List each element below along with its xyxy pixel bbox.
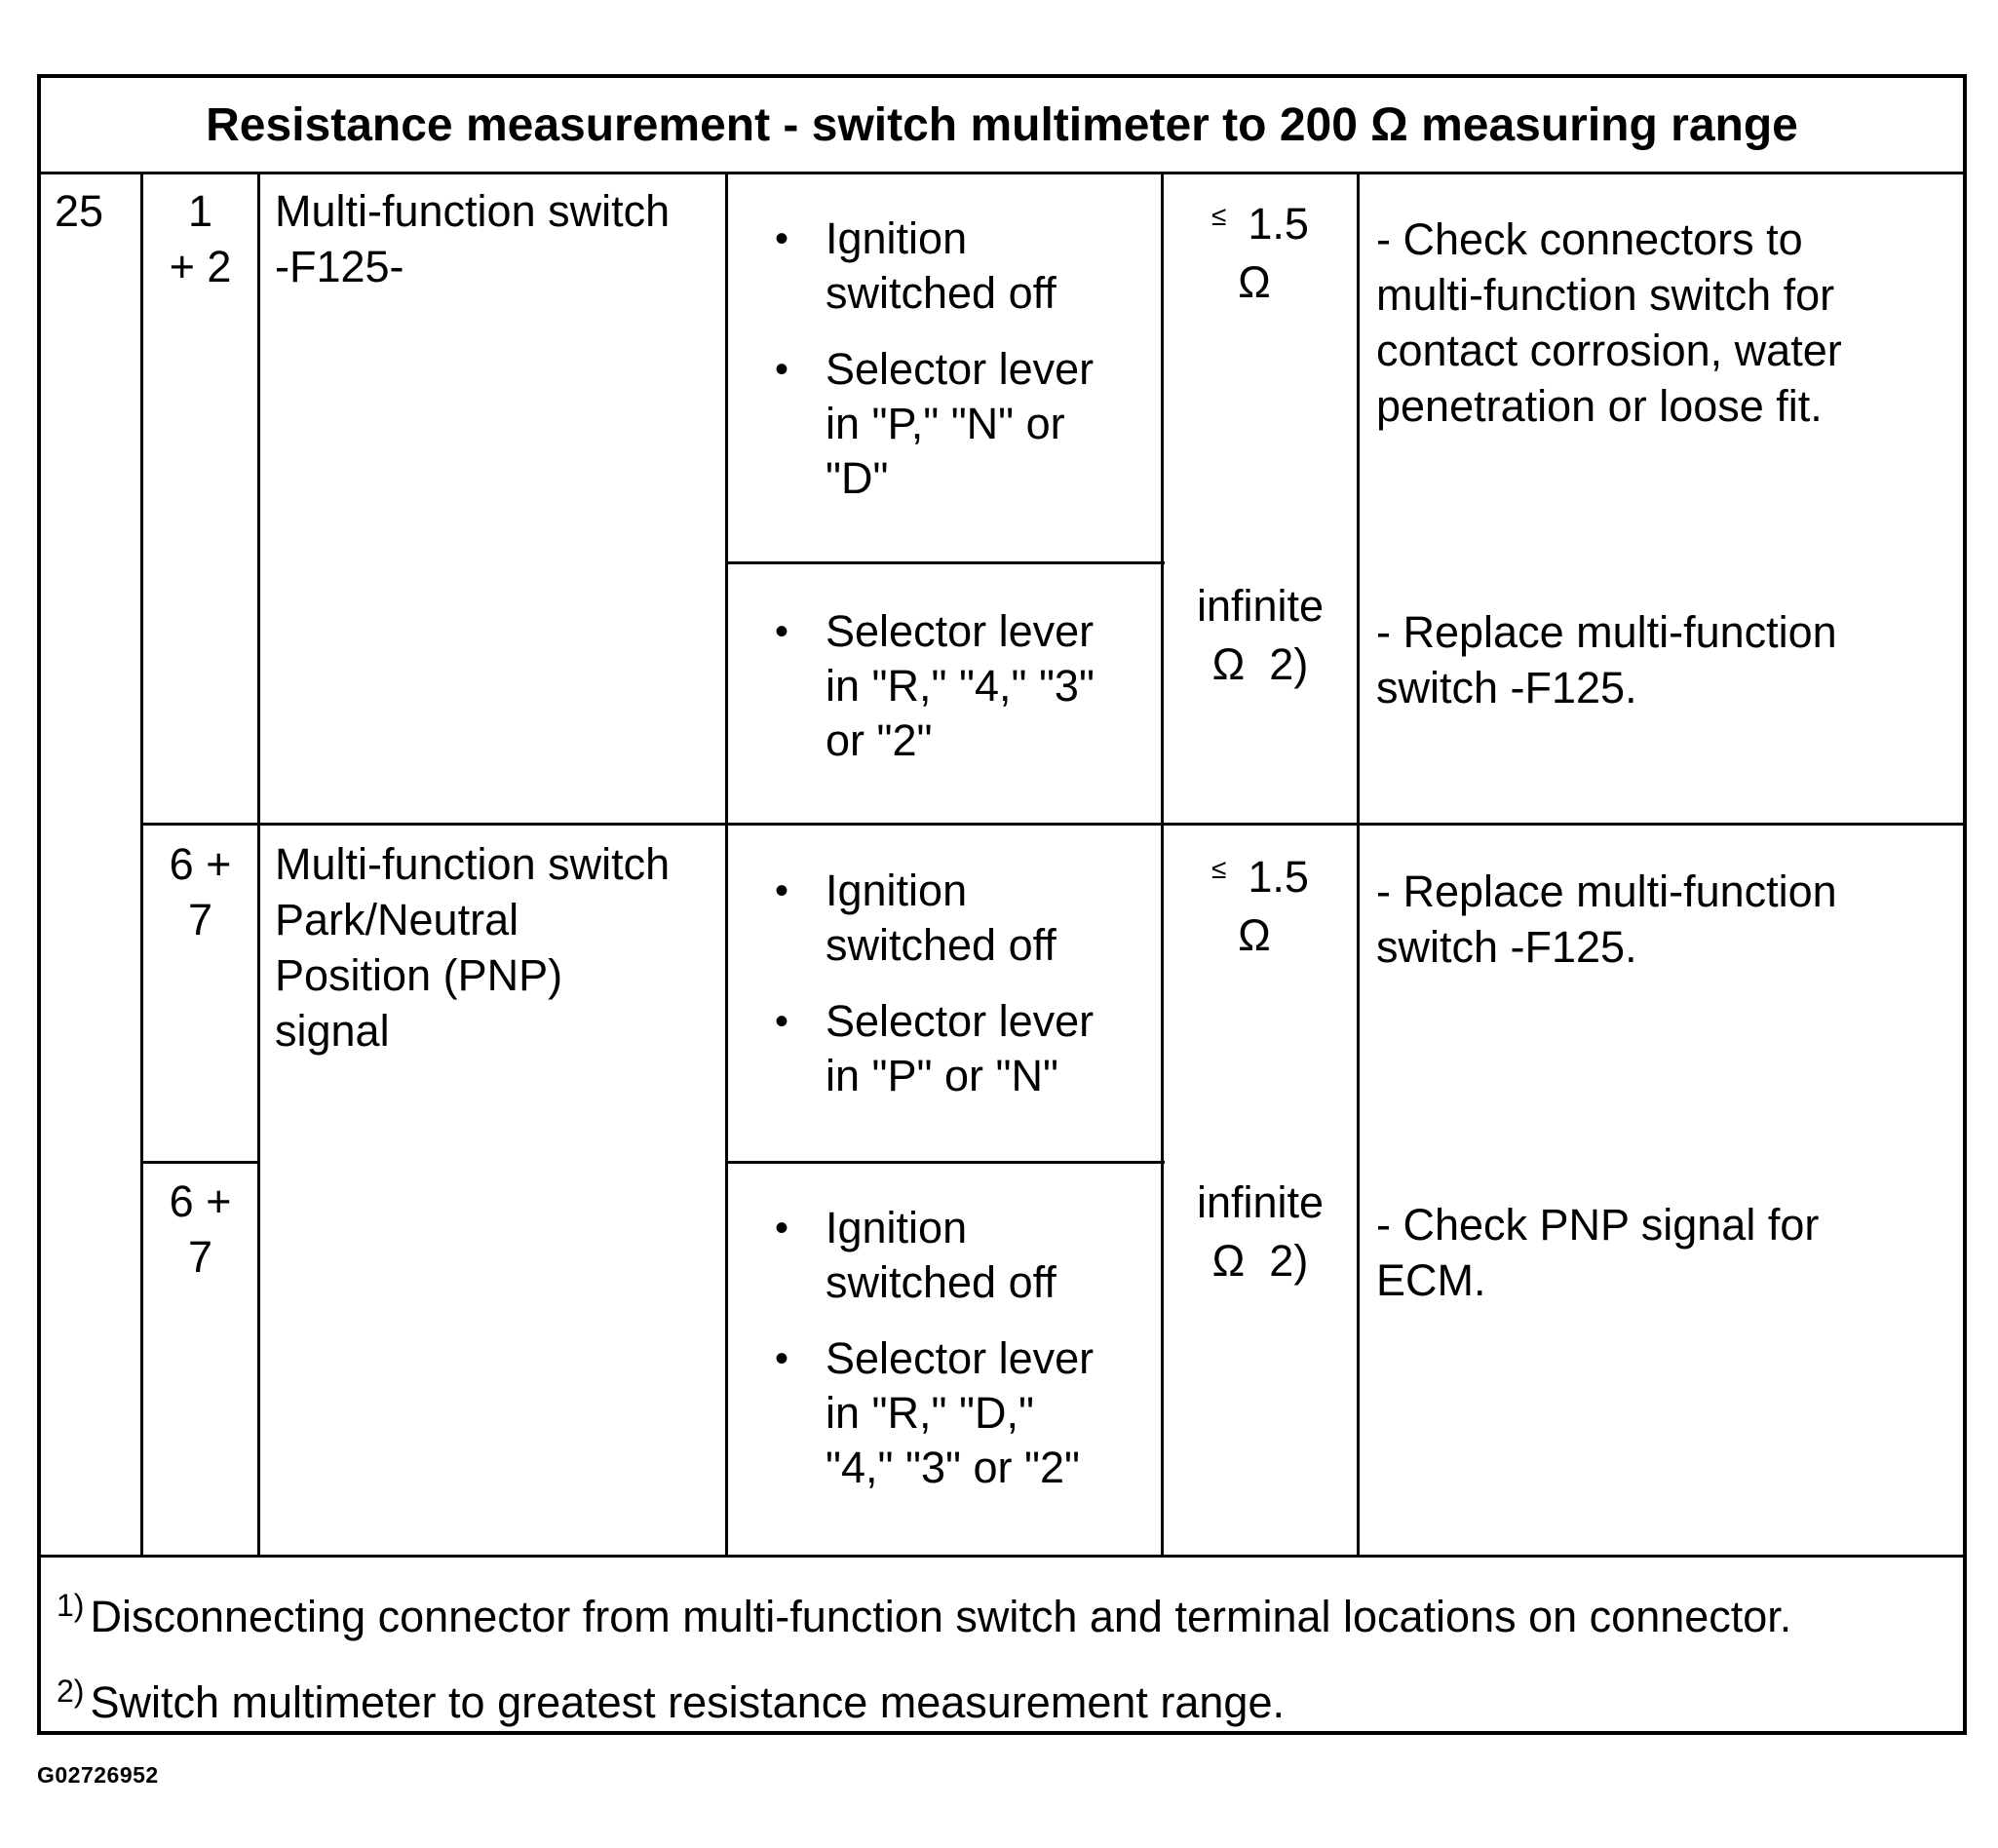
- bullet-icon: •: [775, 1337, 789, 1380]
- conditions-g1-r2: [728, 604, 1095, 768]
- terminal-line: 1: [187, 186, 213, 236]
- value-unit-note: Ω 2): [1211, 1236, 1309, 1286]
- row-divider-2-terminals: [140, 1161, 259, 1164]
- conditions-g2-r1: [728, 864, 1094, 1103]
- value-number: 1.5: [1248, 199, 1309, 249]
- value-text: infinite: [1196, 1177, 1325, 1227]
- component-group-2: Multi-function switch Park/Neutral Position (PNP) signal: [275, 839, 671, 1056]
- less-equal-icon: ≤: [1211, 854, 1227, 884]
- footnote-divider: [41, 1555, 1963, 1558]
- row-divider-2-conditions: [725, 1161, 1165, 1164]
- condition-item: • Ignition switched off: [775, 1203, 1057, 1307]
- group-divider: [140, 823, 1963, 826]
- footnote-mark: 2): [57, 1674, 85, 1709]
- bullet-icon: •: [775, 869, 789, 912]
- conditions-g2-r2: [728, 1201, 1094, 1495]
- value-g1-r1: [1164, 187, 1357, 312]
- resistance-table: [37, 74, 1967, 1735]
- value-unit: Ω: [1238, 257, 1271, 307]
- value-g2-r2: [1164, 1174, 1357, 1290]
- title-divider: [41, 172, 1963, 174]
- component-line: Multi-function switch: [275, 186, 671, 236]
- value-g1-r2: [1164, 577, 1357, 694]
- bullet-icon: •: [775, 348, 789, 391]
- condition-item: • Ignition switched off: [775, 866, 1057, 970]
- component-line: -F125-: [275, 242, 404, 291]
- table-title: Resistance measurement - switch multimeter to 200 Ω measuring range: [206, 98, 1798, 151]
- bullet-icon: •: [775, 610, 789, 653]
- footnote-mark: 1): [57, 1588, 85, 1623]
- bullet-icon: •: [775, 217, 789, 260]
- step-number: 25: [55, 186, 104, 236]
- col-divider-value: [1357, 172, 1360, 1555]
- remedy-g2-r1: - Replace multi-function switch -F125.: [1376, 866, 1837, 972]
- condition-item: • Selector lever in "P," "N" or "D": [775, 344, 1095, 503]
- terminals-g2-r1: 6 + 7: [169, 839, 232, 944]
- footnote-text: Switch multimeter to greatest resistance measurement range.: [90, 1677, 1285, 1727]
- terminals-g2-r2: 6 + 7: [169, 1176, 232, 1282]
- footnote-1: [57, 1577, 1791, 1645]
- terminals-group-1: [143, 183, 257, 294]
- less-equal-icon: ≤: [1211, 201, 1227, 231]
- value-text: infinite: [1196, 581, 1325, 631]
- value-number: 1.5: [1248, 852, 1309, 902]
- remedy-g1-r1: - Check connectors to multi-function switch for contact corrosion, water penetration or loose fit.: [1376, 214, 1842, 431]
- terminal-line: + 2: [169, 242, 232, 291]
- figure-id: G02726952: [37, 1762, 159, 1788]
- value-unit: Ω: [1238, 910, 1271, 960]
- condition-item: • Selector lever in "R," "D," "4," "3" or "2": [775, 1333, 1095, 1492]
- row-divider-1-conditions: [725, 561, 1165, 564]
- footnote-2: [57, 1663, 1285, 1731]
- component-group-1: [275, 183, 670, 294]
- remedy-g1-r2: - Replace multi-function switch -F125.: [1376, 607, 1837, 712]
- value-g2-r1: [1164, 840, 1357, 965]
- condition-item: • Selector lever in "R," "4," "3" or "2": [775, 606, 1095, 765]
- conditions-g1-r1: [728, 212, 1094, 506]
- condition-item: • Selector lever in "P" or "N": [775, 996, 1095, 1100]
- bullet-icon: •: [775, 1000, 789, 1043]
- remedy-g2-r2: - Check PNP signal for ECM.: [1376, 1200, 1820, 1305]
- condition-item: • Ignition switched off: [775, 213, 1057, 318]
- value-unit-note: Ω 2): [1211, 639, 1309, 689]
- footnote-text: Disconnecting connector from multi-function switch and terminal locations on connector.: [90, 1592, 1792, 1641]
- bullet-icon: •: [775, 1207, 789, 1250]
- col-divider-terminals: [257, 172, 260, 1555]
